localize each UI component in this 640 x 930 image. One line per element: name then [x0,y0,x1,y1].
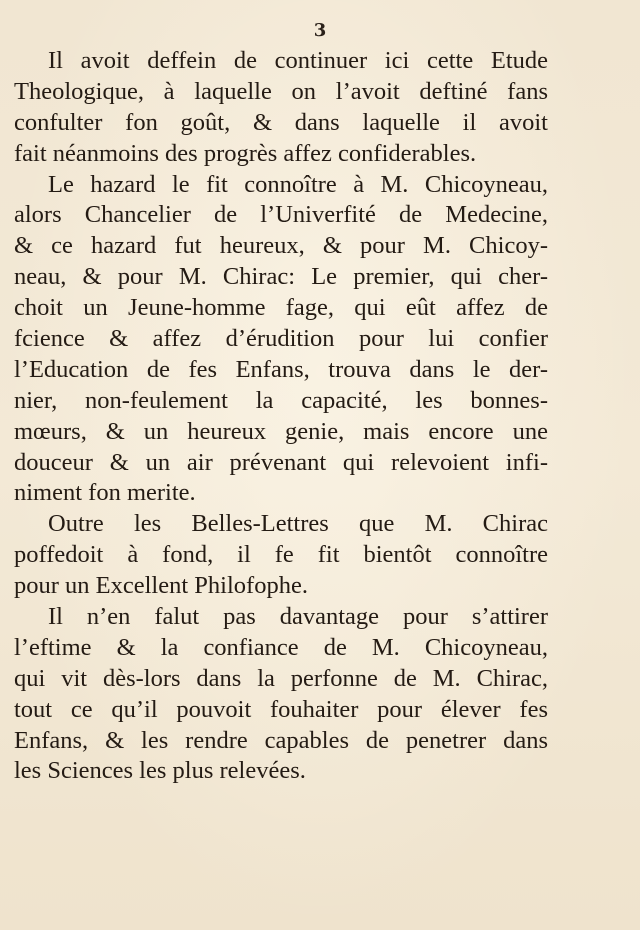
text-line: qui vit dès-lors dans la perfonne de M. Chirac, [14,664,548,692]
text-line: niment fon merite. [14,479,196,507]
text-line: neau, & pour M. Chirac: Le premier, qui cher- [14,263,548,291]
text-line: les Sciences les plus relevées. [14,757,306,785]
text-line: l’eftime & la confiance de M. Chicoyneau, [14,633,548,661]
text-line: tout ce qu’il pouvoit fouhaiter pour élever fes [14,695,548,723]
text-line: pour un Excellent Philofophe. [14,572,308,600]
text-line: nier, non-feulement la capacité, les bonnes- [14,386,548,414]
text-line: fcience & affez d’érudition pour lui confier [14,325,548,353]
text-line: & ce hazard fut heureux, & pour M. Chicoy- [14,232,548,260]
page-number: 3 [313,20,327,41]
text-line: Il n’en falut pas davantage pour s’attirer [48,603,548,631]
text-line: Le hazard le fit connoître à M. Chicoyneau, [48,170,548,198]
text-line: choit un Jeune-homme fage, qui eût affez de [14,294,548,322]
text-line: alors Chancelier de l’Univerfité de Medecine, [14,201,548,229]
text-line: mœurs, & un heureux genie, mais encore une [14,417,548,445]
text-line: fait néanmoins des progrès affez confiderables. [14,139,477,167]
text-line: confulter fon goût, & dans laquelle il avoit [14,108,548,136]
text-line: l’Education de fes Enfans, trouva dans le der- [14,355,548,383]
text-line: Il avoit deffein de continuer ici cette Etude [48,47,548,74]
body-text [14,46,548,787]
text-line: poffedoit à fond, il fe fit bientôt connoître [14,541,548,569]
text-line: Theologique, à laquelle on l’avoit deftiné fans [14,77,548,105]
text-line: Enfans, & les rendre capables de penetrer dans [14,726,548,754]
text-line: Outre les Belles-Lettres que M. Chirac [48,510,548,538]
text-line: douceur & un air prévenant qui relevoient infi- [14,448,548,476]
